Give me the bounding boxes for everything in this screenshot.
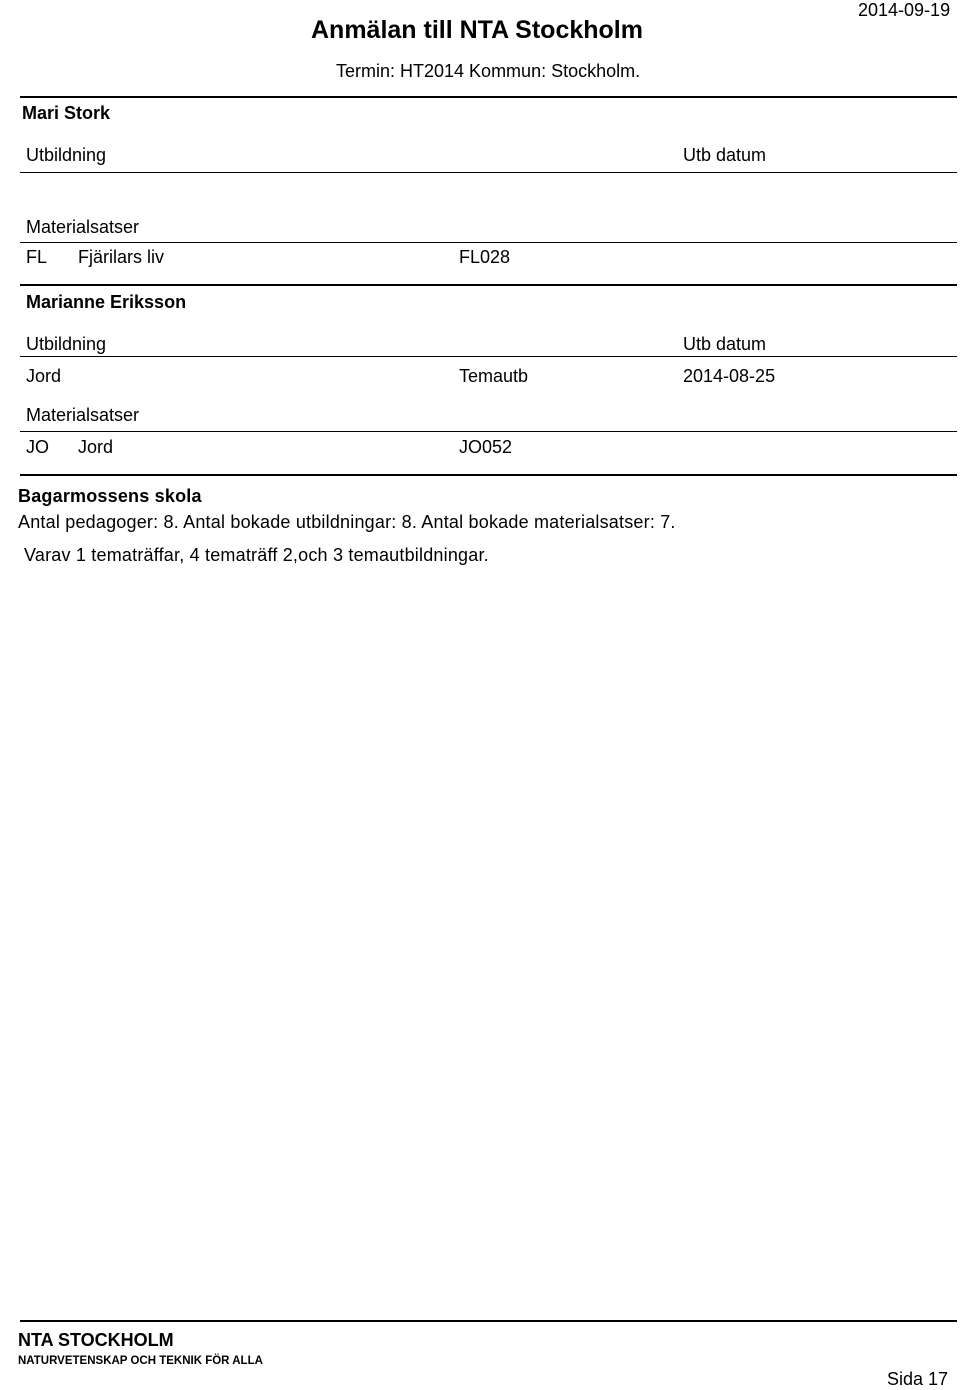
person-name: Mari Stork (22, 103, 111, 123)
utb-datum-label: Utb datum (683, 334, 767, 354)
row-divider (20, 431, 957, 432)
school-summary-line2: Varav 1 tematräffar, 4 tematräff 2,och 3 temautbildningar. (24, 545, 489, 565)
footer-org: NTA STOCKHOLM (18, 1330, 174, 1350)
kit-name: Jord (78, 437, 114, 457)
utb-datum-label: Utb datum (683, 145, 767, 165)
row-divider (20, 356, 957, 357)
training-date: 2014-08-25 (683, 366, 776, 386)
row-divider (20, 172, 957, 173)
person-name: Marianne Eriksson (26, 292, 187, 312)
report-date: 2014-09-19 (858, 0, 951, 20)
kit-id: JO052 (459, 437, 513, 457)
page-subtitle: Termin: HT2014 Kommun: Stockholm. (336, 61, 641, 81)
school-summary-line1: Antal pedagoger: 8. Antal bokade utbildningar: 8. Antal bokade materialsatser: 7. (18, 512, 676, 532)
footer-divider (20, 1320, 957, 1322)
page-number: Sida 17 (887, 1369, 949, 1389)
person-divider (20, 474, 957, 476)
materialsatser-label: Materialsatser (26, 217, 140, 237)
training-name: Jord (26, 366, 62, 386)
header-divider (20, 96, 957, 98)
utbildning-label: Utbildning (26, 145, 107, 165)
kit-code: JO (26, 437, 50, 457)
training-type: Temautb (459, 366, 529, 386)
person-divider (20, 284, 957, 286)
row-divider (20, 242, 957, 243)
kit-code: FL (26, 247, 48, 267)
footer-tagline: NATURVETENSKAP OCH TEKNIK FÖR ALLA (18, 1355, 263, 1367)
school-name: Bagarmossens skola (18, 486, 202, 506)
utbildning-label: Utbildning (26, 334, 107, 354)
kit-name: Fjärilars liv (78, 247, 165, 267)
materialsatser-label: Materialsatser (26, 405, 140, 425)
page-title: Anmälan till NTA Stockholm (311, 16, 643, 44)
kit-id: FL028 (459, 247, 511, 267)
